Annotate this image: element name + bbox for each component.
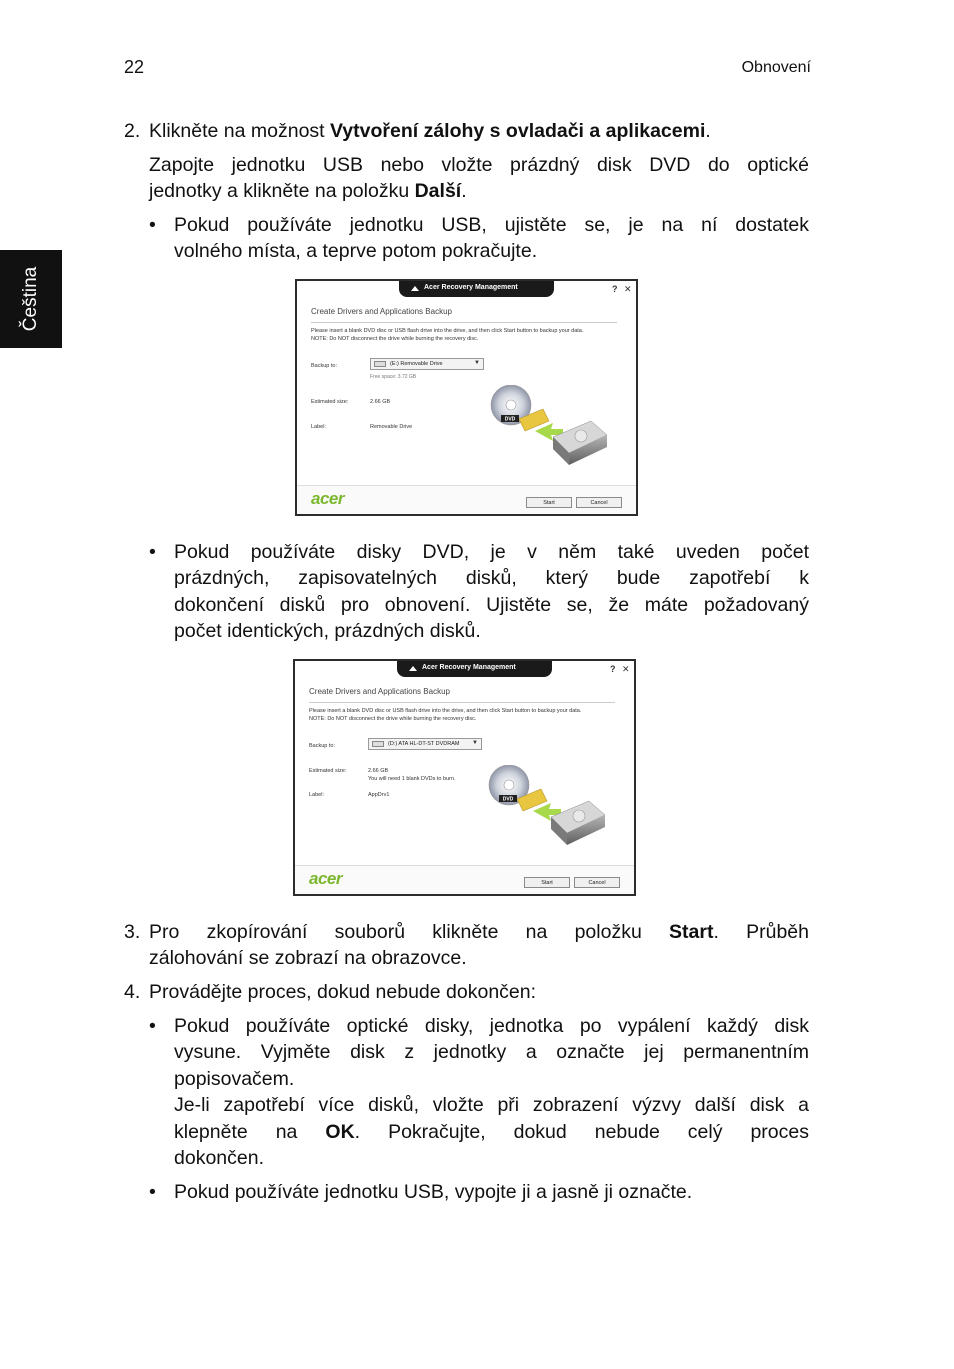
dialog-heading: Create Drivers and Applications Backup: [311, 307, 452, 316]
label-value: Removable Drive: [370, 424, 413, 430]
step-4-number: 4.: [124, 981, 141, 1003]
bullet-dvd-line-1: Pokud používáte disky DVD, je v něm také uveden počet: [174, 541, 809, 563]
label-label: Label:: [309, 792, 324, 798]
step-2-option-name: Vytvoření zálohy s ovladači a aplikacemi: [330, 120, 706, 142]
recovery-icon: [408, 665, 418, 672]
estimated-size-value: 2.66 GB: [368, 768, 389, 774]
bullet-marker: •: [149, 541, 156, 563]
bullet-optical-line-3: popisovačem.: [174, 1068, 295, 1090]
dialog-usb-screenshot: [295, 279, 638, 516]
free-space: Free space: 3.72 GB: [370, 374, 417, 380]
step-3-line-2: zálohování se zobrazí na obrazovce.: [149, 947, 467, 969]
bullet-dvd-line-4: počet identických, prázdných disků.: [174, 620, 481, 642]
start-button[interactable]: Start: [524, 877, 570, 888]
backup-to-select[interactable]: (E:) Removable Drive ▼: [370, 358, 484, 370]
estimated-size-label: Estimated size:: [309, 768, 347, 774]
estimated-size-value: 2.66 GB: [370, 399, 391, 405]
next-button-reference: Další: [414, 180, 462, 202]
label-label: Label:: [311, 424, 326, 430]
chevron-down-icon: ▼: [472, 740, 478, 746]
drive-icon: [374, 361, 386, 367]
step-2-instruction: Klikněte na možnost Vytvoření zálohy s ovladači a aplikacemi.: [149, 120, 711, 142]
bullet-marker: •: [149, 1181, 156, 1203]
bullet-usb-end-text: Pokud používáte jednotku USB, vypojte ji a jasně ji označte.: [174, 1181, 693, 1203]
step-3-line-1: Pro zkopírování souborů klikněte na položku Start. Průběh: [149, 921, 809, 943]
step-4-text: Provádějte proces, dokud nebude dokončen:: [149, 981, 537, 1003]
start-button[interactable]: Start: [526, 497, 572, 508]
section-title: Obnovení: [741, 59, 811, 76]
bullet-optical-line-4: Je-li zapotřebí více disků, vložte při zobrazení výzvy další disk a: [174, 1094, 809, 1116]
dialog-note: Please insert a blank DVD disc or USB flash drive into the drive, and then click Start button to backup your data. NOTE: Do NOT disconnect the drive while burning the recovery disc.: [309, 708, 582, 722]
bullet-optical-line-1: Pokud používáte optické disky, jednotka po vypálení každý disk: [174, 1015, 809, 1037]
acer-logo: acer: [311, 489, 344, 508]
dvd-to-drive-illustration-icon: [487, 765, 617, 851]
bullet-marker: •: [149, 1015, 156, 1037]
acer-logo: acer: [309, 869, 342, 888]
dialog-title: Acer Recovery Management: [422, 664, 516, 671]
cancel-button[interactable]: Cancel: [576, 497, 622, 508]
help-icon[interactable]: ?: [610, 664, 616, 674]
help-icon[interactable]: ?: [612, 284, 618, 294]
page-number: 22: [124, 57, 145, 77]
dialog-title: Acer Recovery Management: [424, 284, 518, 291]
language-side-tab-label: Čeština: [20, 266, 41, 332]
dialog-title-bar: [297, 281, 636, 299]
dvd-to-drive-illustration-icon: [489, 385, 619, 471]
bullet-dvd-line-2: prázdných, zapisovatelných disků, který bude zapotřebí k: [174, 567, 809, 589]
backup-to-label: Backup to:: [309, 743, 335, 749]
step-2-paragraph-line-2: jednotky a klikněte na položku Další.: [149, 180, 467, 202]
bullet-usb-line-1: Pokud používáte jednotku USB, ujistěte se, je na ní dostatek: [174, 214, 809, 236]
bullet-optical-line-6: dokončen.: [174, 1147, 264, 1169]
step-3-number: 3.: [124, 921, 141, 943]
drive-icon: [372, 741, 384, 747]
close-icon[interactable]: ✕: [624, 284, 632, 294]
bullet-marker: •: [149, 214, 156, 236]
ok-button-reference: OK: [325, 1121, 355, 1143]
backup-to-select[interactable]: (D:) ATA HL-DT-ST DVDRAM ▼: [368, 738, 482, 750]
step-2-paragraph-line-1: Zapojte jednotku USB nebo vložte prázdný disk DVD do optické: [149, 154, 809, 176]
label-value: AppDrv1: [368, 792, 390, 798]
dialog-note: Please insert a blank DVD disc or USB flash drive into the drive, and then click Start button to backup your data. NOTE: Do NOT disconnect the drive while burning the recovery disc.: [311, 328, 584, 342]
dvd-badge: DVD: [504, 416, 516, 423]
bullet-dvd-line-3: dokončení disků pro obnovení. Ujistěte se, že máte požadovaný: [174, 594, 809, 616]
cancel-button[interactable]: Cancel: [574, 877, 620, 888]
recovery-icon: [410, 285, 420, 292]
start-button-reference: Start: [669, 921, 714, 943]
dialog-heading: Create Drivers and Applications Backup: [309, 687, 450, 696]
estimated-size-note: You will need 1 blank DVDs to burn.: [368, 776, 456, 782]
bullet-optical-line-5: klepněte na OK. Pokračujte, dokud nebude celý proces: [174, 1121, 809, 1143]
dialog-title-bar: [295, 661, 634, 679]
language-side-tab: [0, 250, 62, 348]
backup-to-label: Backup to:: [311, 363, 337, 369]
close-icon[interactable]: ✕: [622, 664, 630, 674]
bullet-usb-line-2: volného místa, a teprve potom pokračujte.: [174, 240, 538, 262]
step-2-number: 2.: [124, 120, 141, 142]
estimated-size-label: Estimated size:: [311, 399, 349, 405]
bullet-optical-line-2: vysune. Vyjměte disk z jednotky a označte jej permanentním: [174, 1041, 809, 1063]
chevron-down-icon: ▼: [474, 360, 480, 366]
dvd-badge: DVD: [502, 796, 514, 803]
dialog-dvd-screenshot: [293, 659, 636, 896]
